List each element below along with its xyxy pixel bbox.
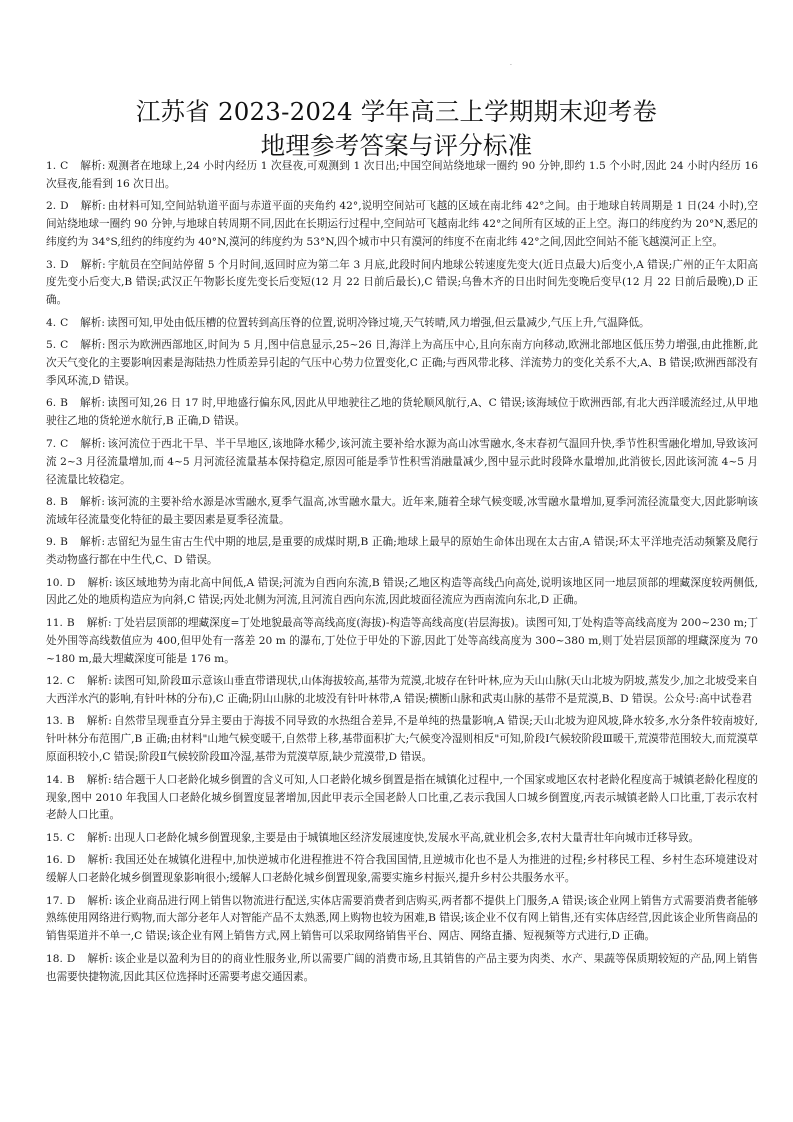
answer-item [46,198,758,252]
answer-letter: B [66,616,75,629]
answer-item [46,713,758,767]
question-number: 11. [46,616,63,629]
answer-item [46,436,758,490]
analysis-text: 观测者在地球上,24 小时内经历 1 次昼夜,可观测到 1 次日出;中国空间站绕地球一圈约 90 分钟,即约 1.5 个小时,因此 24 小时内经历 16 次昼夜,能看到 16 次日出。 [46,160,758,190]
answer-item [46,534,758,570]
answer-item [46,575,758,611]
analysis-text: 图示为欧洲西部地区,时间为 5 月,图中信息显示,25~26 日,海洋上为高压中心,且向东南方向移动,欧洲北部地区低压势力增强,由此推断,此次天气变化的主要影响因素是海陆热力性质差异引起的气压中心势力位置变化,C 正确;与西风带北移、洋流势力的变化关系不大,A、B 错误;欧洲西部没有季风环流,D 错误。 [46,339,758,387]
question-number: 1. [46,160,57,172]
question-number: 17. [46,894,63,907]
analysis-label: 解析: [86,831,112,844]
analysis-label: 解析: [80,200,106,213]
answer-item [46,893,758,947]
question-number: 13. [46,715,63,728]
page-title: 江苏省 2023-2024 学年高三上学期期末迎考卷 [135,97,658,126]
analysis-text: 我国还处在城镇化进程中,加快逆城市化进程推进不符合我国国情,且逆城市化也不是人为推进的过程;乡村移民工程、乡村生态环境建设对缓解人口老龄化城乡倒置现象影响很小;缓解人口老龄化城乡倒置现象,需要实施乡村振兴,提升乡村公共服务水平。 [46,854,758,885]
analysis-text: 该企业商品进行网上销售以物流进行配送,实体店需要消费者到店购买,两者都不提供上门服务,A 错误;该企业网上销售方式需要消费者能够熟练使用网络进行购物,而大部分老年人对智能产品不太熟悉,网上购物也较为困难,B 错误;该企业不仅有网上销售,还有实体店经营,因此该企业所售商品的销售渠道并不单一,C 错误;该企业有网上销售方式,网上销售可以采取网络销售平台、网店、网络直播、短视频等方式进行,D 正确。 [46,894,758,943]
answer-item [46,951,758,987]
answer-item [46,830,758,848]
analysis-label: 解析: [86,715,112,728]
question-number: 5. [46,339,57,352]
answer-letter: D [66,854,76,867]
question-number: 16. [46,854,63,867]
analysis-label: 解析: [80,258,106,271]
analysis-text: 宇航员在空间站停留 5 个月时间,返回时应为第二年 3 月底,此段时间内地球公转速度先变大(近日点最大)后变小,A 错误;广州的正午太阳高度先变小后变大,B 错误;武汉正午物影长度先变长后变短(12 月 22 日前后最长),C 错误;乌鲁木齐的日出时间先变晚后变早(12 月 22 日前后最晚),D 正确。 [46,258,758,307]
answer-letter: C [60,160,69,172]
answer-item [46,615,758,669]
answer-letter: B [60,495,68,508]
question-number: 8. [46,495,57,508]
analysis-label: 解析: [80,339,106,352]
analysis-label: 解析: [80,437,106,450]
analysis-label: 解析: [79,495,105,508]
answer-item [46,315,758,333]
question-number: 6. [46,397,57,410]
question-number: 14. [46,773,63,786]
question-number: 7. [46,437,57,450]
analysis-text: 读图可知,26 日 17 时,甲地盛行偏东风,因此从甲地驶往乙地的货轮顺风航行,A、C 错误;该海域位于欧洲西部,有北大西洋暖流经过,从甲地驶往乙地的货轮逆水航行,B 正确,D 错误。 [46,397,758,428]
answer-letter: C [60,437,69,450]
analysis-label: 解析: [86,616,112,629]
analysis-label: 解析: [79,397,106,410]
answer-letter: D [66,576,76,589]
question-number: 3. [46,258,57,271]
analysis-text: 读图可知,阶段Ⅲ示意该山垂直带谱现状,山体海拔较高,基带为荒漠,北坡存在针叶林,应为天山山脉(天山北坡为阴坡,蒸发少,加之北坡受来自大西洋水汽的影响,有针叶林的分布),C 正确;阴山山脉的北坡没有针叶林带,A 错误;横断山脉和武夷山脉的基带不是荒漠,B、D 错误。公众号:高中试卷君 [46,675,758,705]
answer-letter: B [60,397,68,410]
answer-item [46,158,758,194]
answer-letter: C [60,316,69,329]
page-subtitle: 地理参考答案与评分标准 [260,131,533,160]
analysis-label: 解析: [86,773,112,786]
answer-item [46,494,758,530]
analysis-text: 出现人口老龄化城乡倒置现象,主要是由于城镇地区经济发展速度快,发展水平高,就业机会多,农村大量青壮年向城市迁移导致。 [113,831,700,844]
analysis-text: 该河流的主要补给水源是冰雪融水,夏季气温高,冰雪融水量大。近年来,随着全球气候变暖,冰雪融水量增加,夏季河流径流量变大,因此影响该流域年径流量变化特征的最主要因素是夏季径流量。 [46,495,758,526]
analysis-text: 丁处岩层顶部的埋藏深度=丁处地貌最高等高线高度(海拔)-构造等高线高度(岩层海拔)。读图可知,丁处构造等高线高度为 200~230 m;丁处外围等高线数值应为 400,但甲处有一落差 20 m 的瀑布,丁处位于甲处的下游,因此丁处等高线高度为 300~380 m,则丁处岩层顶部的埋藏深度为 70~180 m,最大埋藏深度可能是 176 m。 [46,616,758,665]
answer-item [46,852,758,888]
analysis-label: 解析: [87,854,113,867]
analysis-text: 自然带呈现垂直分异主要由于海拔不同导致的水热组合差异,不是单纯的热量影响,A 错误;天山北坡为迎风坡,降水较多,水分条件较南坡好,针叶林分布范围广,B 正确;由材料"山地气候变暖干,自然带上移,基带面积扩大;气候变冷湿则相反"可知,阶段Ⅰ气候较阶段Ⅲ暖干,荒漠带范围较大,而荒漠草原面积较小,C 错误;阶段Ⅱ气候较阶段Ⅲ冷湿,基带为荒漠草原,缺少荒漠带,D 错误。 [46,715,758,764]
top-mark: · [510,62,512,69]
answer-letter: B [66,773,75,786]
answer-item [46,395,758,431]
answer-item [46,257,758,311]
analysis-label: 解析: [80,316,105,329]
question-number: 12. [46,675,63,688]
answer-letter: D [66,952,76,965]
answer-list [46,158,758,991]
answer-item [46,673,758,709]
answer-letter: C [66,831,75,844]
answer-item [46,337,758,391]
question-number: 2. [46,200,57,213]
question-number: 9. [46,536,57,549]
analysis-text: 该企业是以盈利为目的的商业性服务业,所以需要广阔的消费市场,且其销售的产品主要为肉类、水产、果蔬等保质期较短的产品,网上销售也需要快捷物流,因此其区位选择时还需要考虑交通因素。 [46,952,758,983]
answer-letter: D [60,200,69,213]
answer-letter: B [60,536,68,549]
analysis-text: 该区域地势为南北高中间低,A 错误;河流为自西向东流,B 错误;乙地区构造等高线凸向高处,说明该地区同一地层顶部的埋藏深度较两侧低,因此乙处的地质构造应为向斜,C 错误;丙处北侧为河流,且河流自西向东流,因此坡面径流应为西南流向东北,D 正确。 [46,576,758,607]
analysis-text: 志留纪为显生宙古生代中期的地层,是重要的成煤时期,B 正确;地球上最早的原始生命体出现在太古宙,A 错误;环太平洋地壳活动频繁及爬行类动物盛行都在中生代,C、D 错误。 [46,536,759,567]
answer-letter: D [66,894,76,907]
question-number: 18. [46,952,63,965]
analysis-label: 解析: [87,576,113,589]
analysis-text: 该河流位于西北干旱、半干旱地区,该地降水稀少,该河流主要补给水源为高山冰雪融水,冬末春初气温回升快,季节性积雪融化增加,导致该河流 2~3 月径流量增加,而 4~5 月河流径流量基本保持稳定,原因可能是季节性积雪消融量减少,图中显示此时段降水量增加,此消彼长,因此该河流 4~5 月径流量比较稳定。 [46,437,758,486]
answer-letter: C [66,675,75,688]
analysis-label: 解析: [79,536,106,549]
analysis-label: 解析: [87,952,113,965]
analysis-text: 结合题干人口老龄化城乡倒置的含义可知,人口老龄化城乡倒置是指在城镇化过程中,一个国家或地区农村老龄化程度高于城镇老龄化程度的现象,图中 2010 年我国人口老龄化城乡倒置度显著增加,因此甲表示全国老龄人口比重,乙表示我国人口城乡倒置度,丙表示城镇老龄人口比重,丁表示农村老龄人口比重。 [46,773,758,822]
answer-letter: C [60,339,69,352]
answer-item [46,772,758,826]
question-number: 10. [46,576,63,589]
answer-letter: D [60,258,69,271]
analysis-label: 解析: [87,894,113,907]
question-number: 4. [46,316,57,329]
analysis-text: 读图可知,甲处由低压槽的位置转到高压脊的位置,说明冷锋过境,天气转晴,风力增强,但云量减少,气压上升,气温降低。 [106,316,650,329]
answer-letter: B [66,715,75,728]
analysis-label: 解析: [86,675,112,688]
question-number: 15. [46,831,63,844]
analysis-label: 解析: [80,160,106,172]
analysis-text: 由材料可知,空间站轨道平面与赤道平面的夹角约 42°,说明空间站可飞越的区域在南北纬 42°之间。由于地球自转周期是 1 日(24 小时),空间站绕地球一圈约 90 分钟,与地球自转周期不同,因此在长期运行过程中,空间站可飞越南北纬 42°之间所有区域的正上空。海口的纬度约为 20°N,悉尼的纬度约为 34°S,纽约的纬度约为 40°N,漠河的纬度约为 53°N,四个城市中只有漠河的纬度不在南北纬 42°之间,因此空间站不能飞越漠河正上空。 [46,200,758,249]
